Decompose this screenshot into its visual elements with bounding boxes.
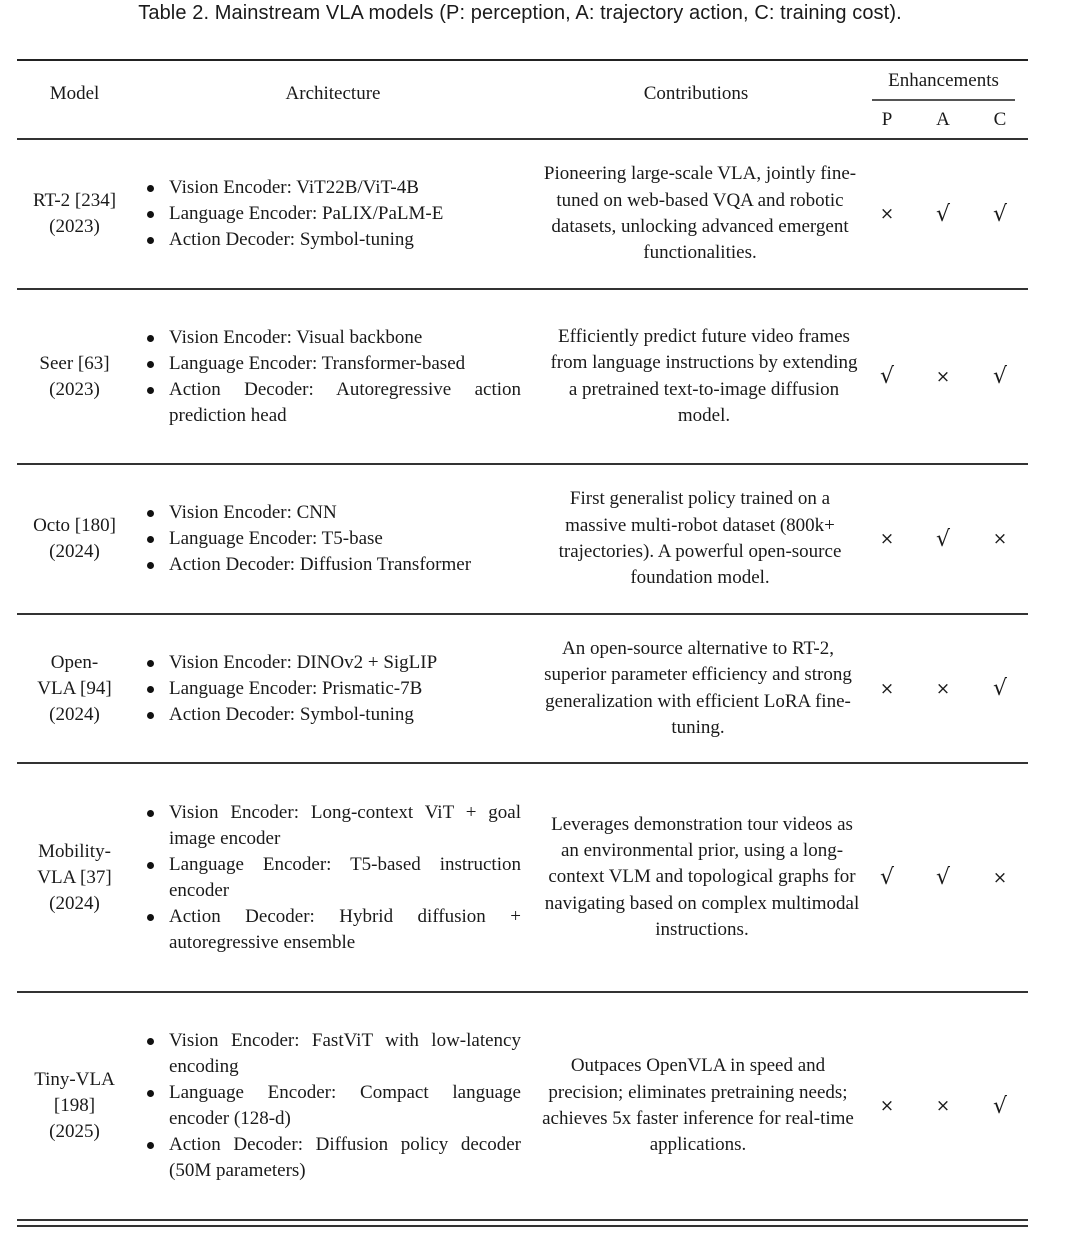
action-mark <box>928 615 958 762</box>
model-cell <box>17 993 132 1219</box>
model-year: (2024) <box>49 892 100 914</box>
check-icon: √ <box>935 865 951 890</box>
model-name: Seer [63] <box>39 352 110 374</box>
architecture-cell <box>143 465 521 613</box>
check-icon: √ <box>992 364 1008 389</box>
architecture-item: Vision Encoder: Long-context ViT + goal image encoder <box>143 800 521 852</box>
model-cell <box>17 465 132 613</box>
header-architecture: Architecture <box>285 83 381 104</box>
architecture-item: Language Encoder: Compact language encoder (128-d) <box>143 1080 521 1132</box>
contribution-cell: Outpaces OpenVLA in speed and precision; eliminates pretraining needs; achieves 5x faster inference for real-time applications. <box>542 1055 854 1156</box>
model-name-cont: VLA [37] <box>37 866 112 888</box>
architecture-cell <box>143 764 521 991</box>
architecture-item: Action Decoder: Symbol-tuning <box>143 227 521 253</box>
header-model: Model <box>49 83 100 104</box>
header-enhancements: Enhancements <box>888 70 999 91</box>
model-cell <box>17 764 132 991</box>
table-row <box>17 764 1028 991</box>
header-c: C <box>993 109 1007 130</box>
check-icon: √ <box>992 1093 1008 1119</box>
header-a: A <box>936 109 950 130</box>
perception-mark <box>872 993 902 1219</box>
architecture-cell <box>143 290 521 463</box>
model-name-cont: VLA [94] <box>37 677 112 699</box>
model-name: Tiny-VLA <box>34 1069 115 1090</box>
architecture-item: Action Decoder: Symbol-tuning <box>143 702 521 728</box>
cross-icon: × <box>879 529 895 549</box>
cost-mark <box>985 764 1015 991</box>
cross-icon: × <box>992 867 1008 888</box>
perception-mark <box>872 764 902 991</box>
bottom-rule-upper <box>17 1219 1028 1221</box>
model-year: (2024) <box>49 703 100 725</box>
model-name: Mobility- <box>38 840 111 862</box>
model-year: (2023) <box>49 216 100 237</box>
contribution-cell: Leverages demonstration tour videos as an environmental prior, using a long-context VLM and topological graphs for navigating based on complex multimodal instructions. <box>544 813 860 940</box>
architecture-item: Vision Encoder: ViT22B/ViT-4B <box>143 175 521 201</box>
header-contributions: Contributions <box>643 83 749 104</box>
cost-mark <box>985 140 1015 288</box>
contribution-cell: An open-source alternative to RT-2, superior parameter efficiency and strong generalization with efficient LoRA fine-tuning. <box>544 637 852 738</box>
architecture-item: Language Encoder: Prismatic-7B <box>143 676 521 702</box>
architecture-item: Vision Encoder: Visual backbone <box>143 325 521 351</box>
action-mark <box>928 290 958 463</box>
model-name: Octo [180] <box>33 515 116 536</box>
cross-icon: × <box>935 366 951 387</box>
table-row <box>17 140 1028 288</box>
architecture-item: Action Decoder: Hybrid diffusion + autoregressive ensemble <box>143 904 521 956</box>
top-rule <box>17 59 1028 61</box>
table-row <box>17 615 1028 762</box>
contribution-cell: Pioneering large-scale VLA, jointly fine-tuned on web-based VQA and robotic datasets, unlocking advanced emergent functionalities. <box>543 163 857 264</box>
architecture-item: Action Decoder: Diffusion Transformer <box>143 552 521 578</box>
architecture-item: Vision Encoder: FastViT with low-latency encoding <box>143 1028 521 1080</box>
cross-icon: × <box>935 1096 951 1116</box>
action-mark <box>928 993 958 1219</box>
cross-icon: × <box>879 678 895 699</box>
architecture-item: Vision Encoder: CNN <box>143 500 521 526</box>
model-cell <box>17 140 132 288</box>
perception-mark <box>872 140 902 288</box>
perception-mark <box>872 290 902 463</box>
architecture-cell <box>143 993 521 1219</box>
table-row <box>17 290 1028 463</box>
architecture-cell <box>143 140 521 288</box>
check-icon: √ <box>935 526 951 552</box>
contribution-cell: First generalist policy trained on a massive multi-robot dataset (800k+ trajectories). A powerful open-source foundation model. <box>558 488 842 589</box>
action-mark <box>928 140 958 288</box>
model-year: (2025) <box>49 1121 100 1142</box>
table-row <box>17 465 1028 613</box>
contribution-cell: Efficiently predict future video frames from language instructions by extending a pretrained text-to-image diffusion model. <box>550 325 858 426</box>
check-icon: √ <box>879 364 895 389</box>
architecture-item: Language Encoder: T5-based instruction encoder <box>143 852 521 904</box>
cost-mark <box>985 615 1015 762</box>
table-row <box>17 993 1028 1219</box>
architecture-cell <box>143 615 521 762</box>
architecture-item: Language Encoder: PaLIX/PaLM-E <box>143 201 521 227</box>
cost-mark <box>985 290 1015 463</box>
header-p: P <box>881 109 893 130</box>
model-year: (2023) <box>49 378 100 400</box>
check-icon: √ <box>935 201 951 227</box>
architecture-item: Language Encoder: T5-base <box>143 526 521 552</box>
action-mark <box>928 764 958 991</box>
perception-mark <box>872 465 902 613</box>
model-year: (2024) <box>49 541 100 562</box>
enhancements-rule <box>872 99 1015 101</box>
model-name: RT-2 [234] <box>32 190 117 211</box>
model-name: Open- <box>50 651 99 673</box>
action-mark <box>928 465 958 613</box>
cross-icon: × <box>992 529 1008 549</box>
table-caption: Table 2. Mainstream VLA models (P: perception, A: trajectory action, C: training cost). <box>138 2 902 24</box>
architecture-item: Action Decoder: Autoregressive action prediction head <box>143 377 521 429</box>
cost-mark <box>985 465 1015 613</box>
model-name-cont: [198] <box>53 1095 96 1116</box>
perception-mark <box>872 615 902 762</box>
check-icon: √ <box>992 676 1008 701</box>
bottom-rule-lower <box>17 1225 1028 1227</box>
architecture-item: Action Decoder: Diffusion policy decoder (50M parameters) <box>143 1132 521 1184</box>
model-cell <box>17 615 132 762</box>
model-cell <box>17 290 132 463</box>
cross-icon: × <box>879 204 895 224</box>
cost-mark <box>985 993 1015 1219</box>
cross-icon: × <box>935 678 951 699</box>
check-icon: √ <box>992 201 1008 227</box>
architecture-item: Language Encoder: Transformer-based <box>143 351 521 377</box>
cross-icon: × <box>879 1096 895 1116</box>
architecture-item: Vision Encoder: DINOv2 + SigLIP <box>143 650 521 676</box>
check-icon: √ <box>879 865 895 890</box>
